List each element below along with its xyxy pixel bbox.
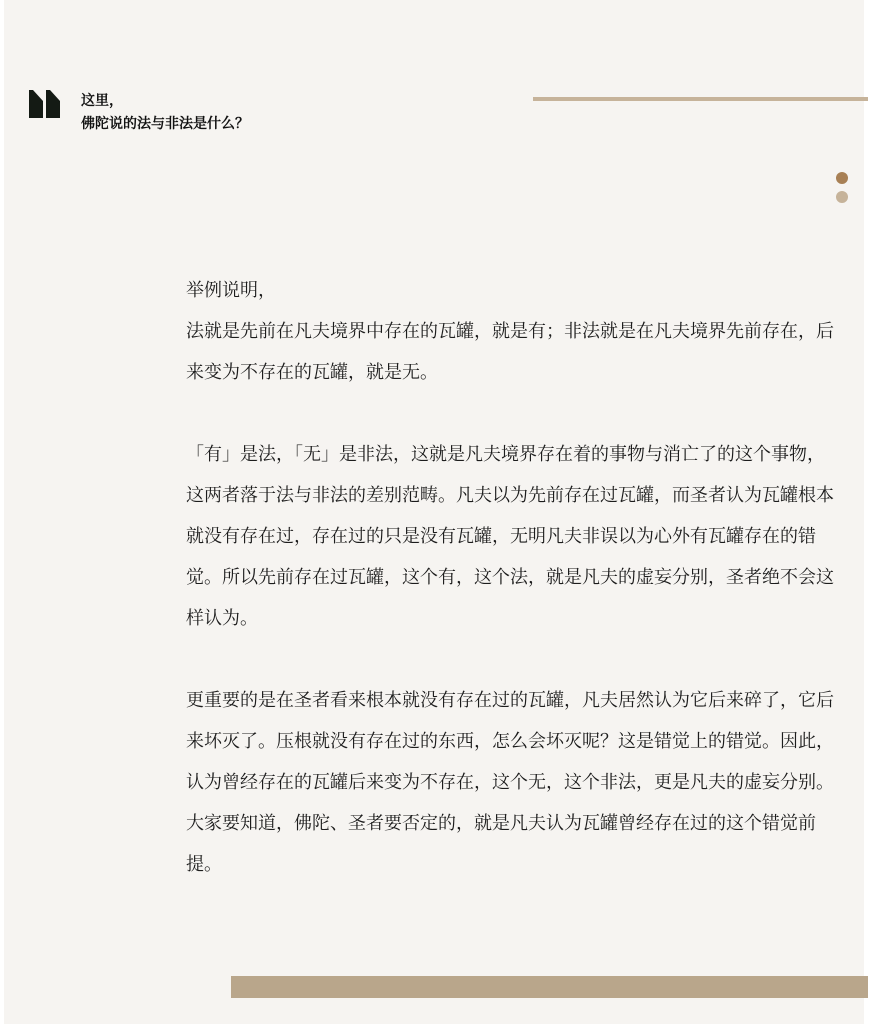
header-divider: [533, 97, 868, 101]
paragraph-1: [186, 270, 840, 393]
paragraph-3: 更重要的是在圣者看来根本就没有存在过的瓦罐，凡夫居然认为它后来碎了，它后来坏灭了。压根就没有存在过的东西，怎么会坏灭呢？这是错觉上的错觉。因此，认为曾经存在的瓦罐后来变为不存在，这个无，这个非法，更是凡夫的虚妄分别。大家要知道，佛陀、圣者要否定的，就是凡夫认为瓦罐曾经存在过的这个错觉前提。: [186, 690, 834, 875]
paragraph-1-body: 法就是先前在凡夫境界中存在的瓦罐，就是有；非法就是在凡夫境界先前存在，后来变为不存在的瓦罐，就是无。: [186, 321, 834, 383]
page-title-line-2: 佛陀说的法与非法是什么？: [81, 116, 249, 132]
quote-mark-icon: [29, 88, 61, 118]
decorative-dot-dark: [836, 172, 848, 184]
page-title-line-1: 这里，: [81, 93, 123, 109]
paragraph-2: 「有」是法，「无」是非法，这就是凡夫境界存在着的事物与消亡了的这个事物，这两者落于法与非法的差别范畴。凡夫以为先前存在过瓦罐，而圣者认为瓦罐根本就没有存在过，存在过的只是没有瓦罐，无明凡夫非误以为心外有瓦罐存在的错觉。所以先前存在过瓦罐，这个有，这个法，就是凡夫的虚妄分别，圣者绝不会这样认为。: [186, 444, 834, 629]
page-title: [81, 90, 249, 136]
paragraph-1-intro: 举例说明，: [186, 280, 276, 301]
decorative-dot-light: [836, 191, 848, 203]
article-page: [4, 0, 864, 1024]
footer-bar: [231, 976, 868, 998]
article-body: [186, 270, 840, 926]
